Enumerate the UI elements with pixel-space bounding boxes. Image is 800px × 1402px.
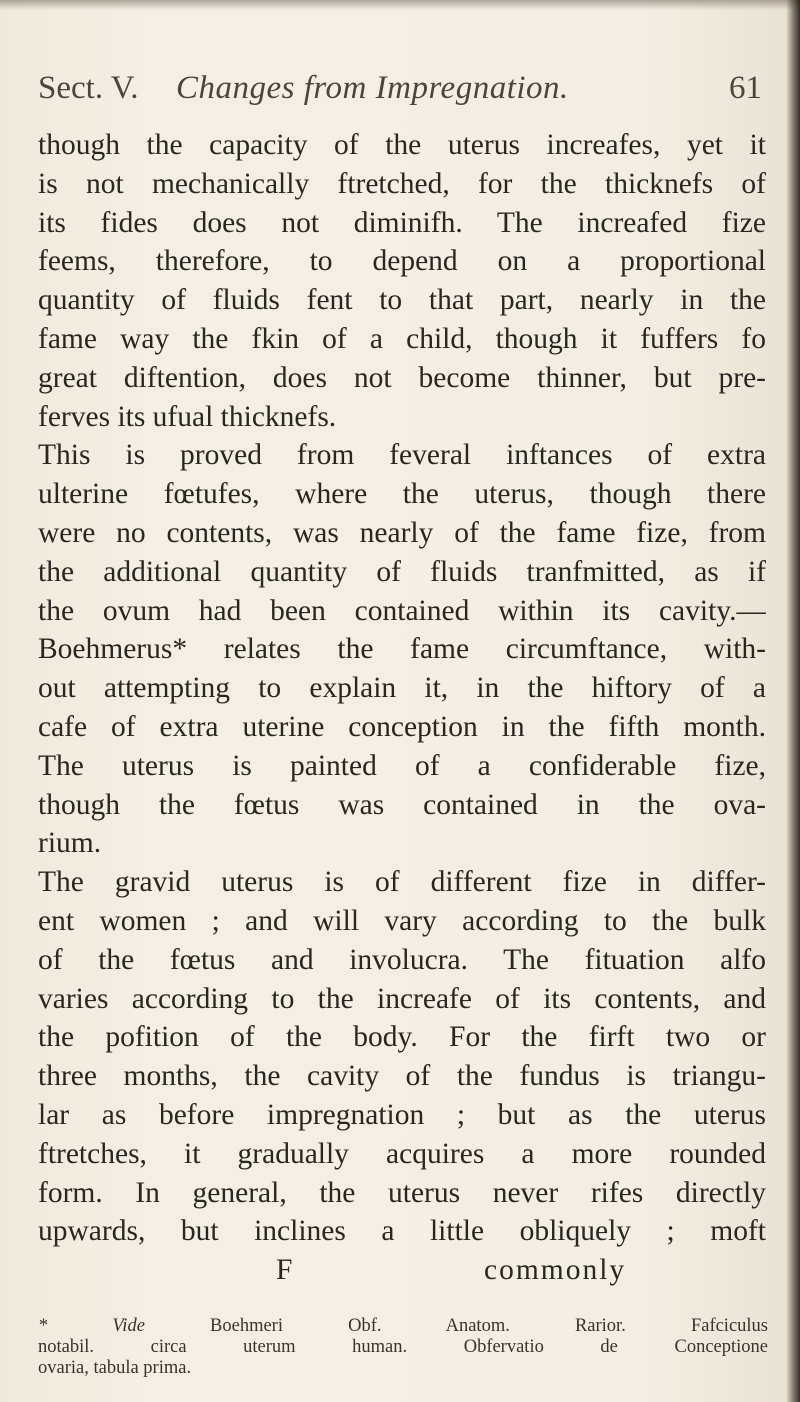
text-line: ftretches, it gradually acquires a more rounded: [38, 1137, 766, 1170]
text-line: is not mechanically ftretched, for the thicknefs of: [38, 167, 766, 200]
text-line: quantity of fluids fent to that part, nearly in the: [38, 284, 766, 317]
footnote-line: [38, 1316, 768, 1337]
text-line: varies according to the increafe of its contents, and: [38, 982, 766, 1015]
text-line: This is proved from feveral inftances of extra: [38, 439, 766, 472]
main-text: [38, 126, 766, 1290]
text-line: three months, the cavity of the fundus is triangu-: [38, 1060, 766, 1093]
text-line: out attempting to explain it, in the hiftory of a: [38, 672, 766, 705]
footnote-citation: Boehmeri Obf. Anatom. Rarior. Fafciculus: [210, 1316, 768, 1336]
footnote-line: notabil. circa uterum human. Obfervatio de Conceptione: [38, 1337, 768, 1357]
footnote-line: ovaria, tabula prima.: [38, 1358, 192, 1378]
text-line: great diftention, does not become thinner, but pre-: [38, 361, 766, 394]
text-line: though the fœtus was contained in the ova-: [38, 788, 766, 821]
text-line: cafe of extra uterine conception in the fifth month.: [38, 710, 766, 743]
text-line: lar as before impregnation ; but as the uterus: [38, 1098, 766, 1131]
page-number: 61: [729, 70, 762, 106]
text-line: rium.: [38, 827, 102, 860]
text-line: ferves its ufual thicknefs.: [38, 400, 337, 433]
text-line: Boehmerus* relates the fame circumftance, with-: [38, 633, 766, 666]
text-line: of the fœtus and involucra. The fituation alfo: [38, 943, 766, 976]
text-line: upwards, but inclines a little obliquely ; moft: [38, 1215, 766, 1248]
text-line: the pofition of the body. For the firft two or: [38, 1021, 766, 1054]
text-line: ent women ; and will vary according to the bulk: [38, 904, 766, 937]
text-line: fame way the fkin of a child, though it fuffers fo: [38, 322, 766, 355]
running-title: Changes from Impregnation.: [176, 70, 569, 106]
text-line: feems, therefore, to depend on a proportional: [38, 245, 766, 278]
section-label: Sect. V.: [38, 70, 139, 106]
text-line: form. In general, the uterus never rifes directly: [38, 1176, 766, 1209]
signature-mark: F: [276, 1254, 295, 1287]
footnote: [38, 1316, 768, 1379]
text-line: The uterus is painted of a confiderable fize,: [38, 749, 766, 782]
text-line: ulterine fœtufes, where the uterus, though there: [38, 478, 766, 511]
text-line: its fides does not diminifh. The increafed fize: [38, 206, 766, 239]
page-binding-shadow: [786, 0, 800, 1402]
text-line: The gravid uterus is of different fize in differ-: [38, 866, 766, 899]
page-top-shadow: [0, 0, 800, 10]
text-line: the additional quantity of fluids tranfmitted, as if: [38, 555, 766, 588]
signature-line: [38, 1251, 766, 1290]
text-line: were no contents, was nearly of the fame fize, from: [38, 516, 766, 549]
text-line: though the capacity of the uterus increafes, yet it: [38, 129, 766, 161]
text-line: the ovum had been contained within its cavity.—: [38, 594, 766, 627]
catchword: commonly: [484, 1254, 627, 1287]
footnote-marker: * Vide: [38, 1316, 145, 1336]
running-header: [38, 70, 762, 110]
